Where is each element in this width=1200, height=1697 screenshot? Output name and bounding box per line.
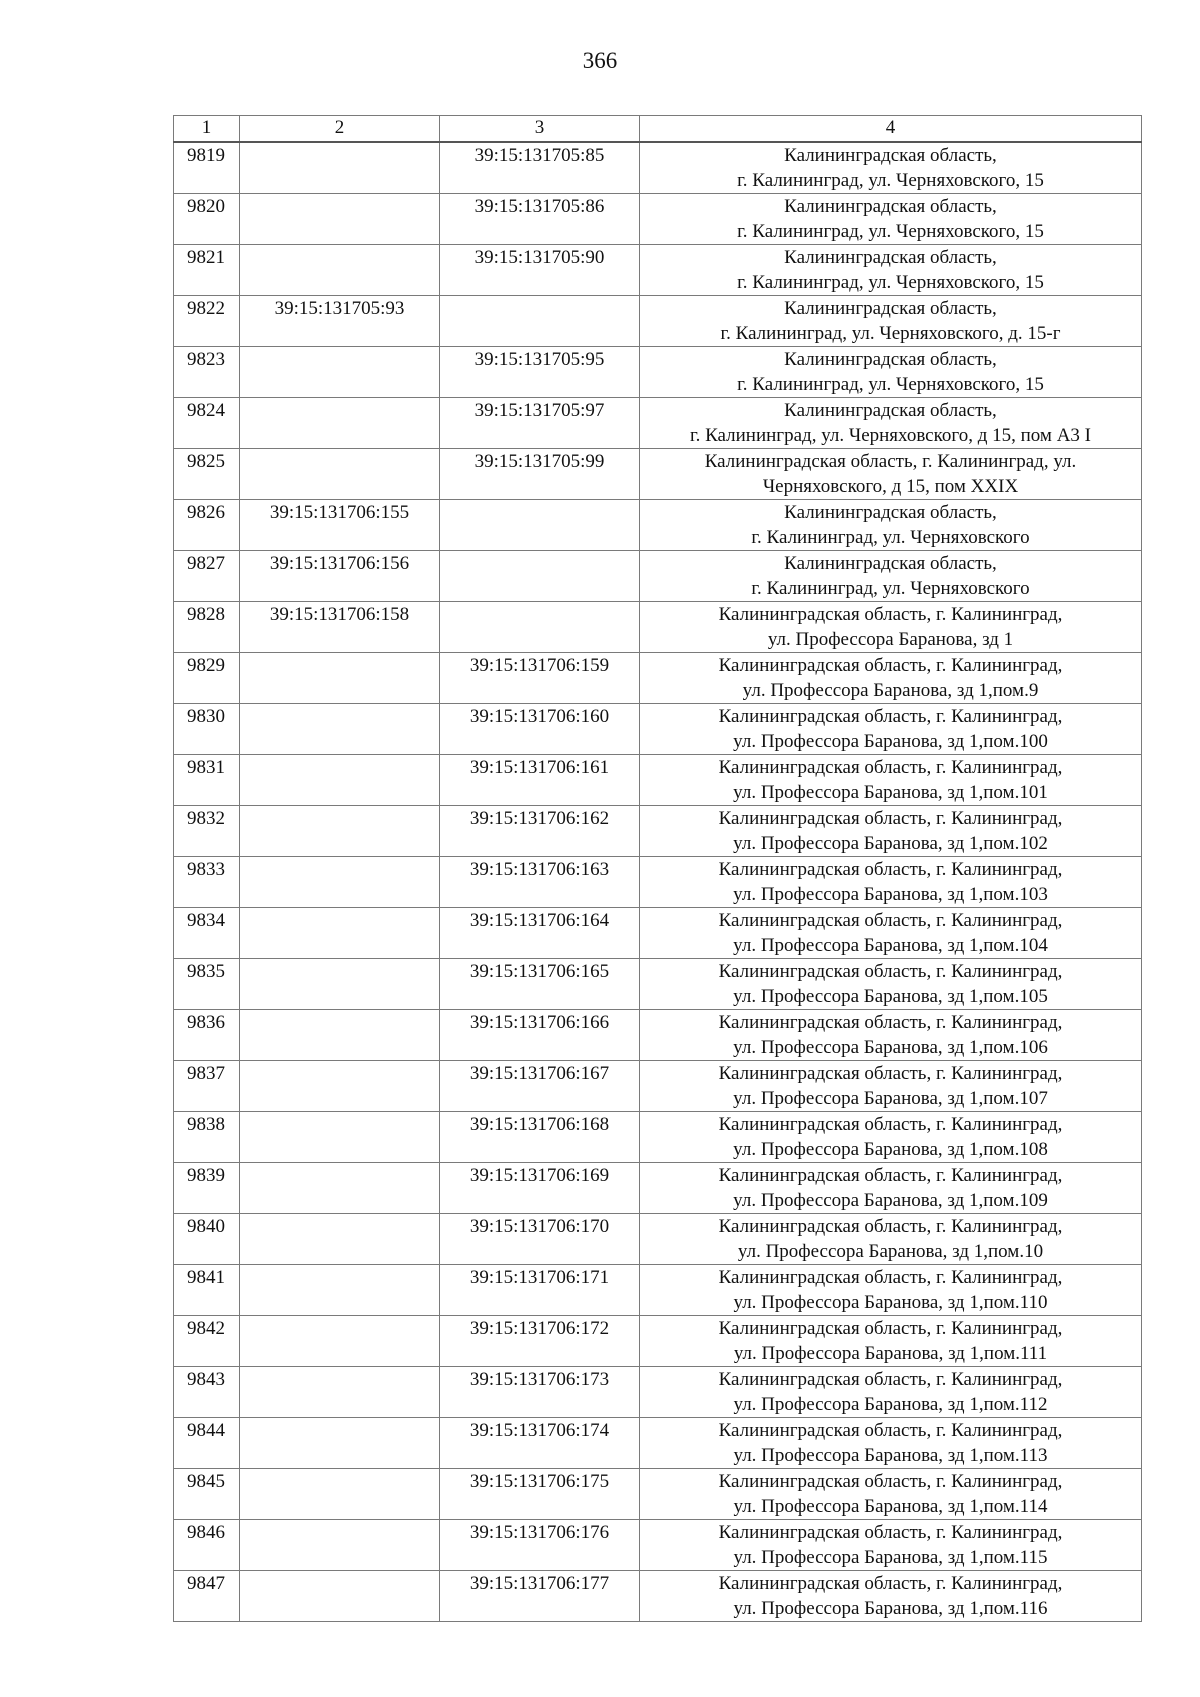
row-number-cell: 9834: [174, 908, 240, 959]
table-body: [174, 142, 1142, 1622]
address-line: ул. Профессора Баранова, зд 1,пом.106: [733, 1037, 1048, 1058]
address-line: г. Калининград, ул. Черняховского, 15: [737, 272, 1044, 293]
row-number-cell: 9835: [174, 959, 240, 1010]
address-line: г. Калининград, ул. Черняховского, д 15, пом А3 I: [689, 425, 1091, 446]
row-number-cell: 9842: [174, 1316, 240, 1367]
cadastral-number-cell: 39:15:131706:155: [240, 500, 440, 551]
row-number-cell: 9823: [174, 347, 240, 398]
address-line: Калининградская область, г. Калининград,: [718, 655, 1063, 676]
cadastral-number-cell: 39:15:131706:161: [440, 755, 640, 806]
row-number-cell: 9824: [174, 398, 240, 449]
page-number: 366: [582, 48, 618, 73]
table-row: [174, 857, 1142, 908]
table-row: [174, 1316, 1142, 1367]
table-row: [174, 142, 1142, 194]
table-row: [174, 1112, 1142, 1163]
row-number-cell: 9832: [174, 806, 240, 857]
address-line: Калининградская область, г. Калининград,: [718, 1063, 1063, 1084]
cadastral-number-cell: [240, 653, 440, 704]
column-header-2: 2: [240, 116, 440, 143]
address-line: ул. Профессора Баранова, зд 1,пом.102: [733, 833, 1048, 854]
address-line: ул. Профессора Баранова, зд 1,пом.103: [733, 884, 1048, 905]
address-cell: [640, 551, 1142, 602]
cadastral-number-cell: 39:15:131706:172: [440, 1316, 640, 1367]
address-line: Калининградская область, г. Калининград,: [718, 859, 1063, 880]
address-line: Калининградская область,: [784, 400, 997, 421]
row-number-cell: 9820: [174, 194, 240, 245]
address-line: г. Калининград, ул. Черняховского: [751, 578, 1030, 599]
table-row: [174, 1469, 1142, 1520]
address-line: Калининградская область, г. Калининград,: [718, 961, 1063, 982]
address-line: г. Калининград, ул. Черняховского: [751, 527, 1030, 548]
cadastral-number-cell: [240, 704, 440, 755]
address-cell: [640, 1367, 1142, 1418]
address-cell: [640, 704, 1142, 755]
address-line: Калининградская область, г. Калининград,: [718, 706, 1063, 727]
cadastral-number-cell: 39:15:131705:93: [240, 296, 440, 347]
address-cell: [640, 959, 1142, 1010]
address-line: Калининградская область,: [784, 298, 997, 319]
address-cell: [640, 1316, 1142, 1367]
cadastral-number-cell: [240, 1520, 440, 1571]
cadastral-number-cell: [440, 500, 640, 551]
address-line: ул. Профессора Баранова, зд 1,пом.111: [733, 1343, 1048, 1364]
address-line: Калининградская область, г. Калининград,: [718, 1318, 1063, 1339]
cadastral-number-cell: 39:15:131706:166: [440, 1010, 640, 1061]
row-number-cell: 9827: [174, 551, 240, 602]
address-line: ул. Профессора Баранова, зд 1,пом.110: [733, 1292, 1048, 1313]
cadastral-number-cell: 39:15:131706:175: [440, 1469, 640, 1520]
cadastral-number-cell: [240, 1316, 440, 1367]
table-row: [174, 449, 1142, 500]
cadastral-number-cell: [440, 296, 640, 347]
row-number-cell: 9831: [174, 755, 240, 806]
cadastral-number-cell: [240, 908, 440, 959]
row-number-cell: 9822: [174, 296, 240, 347]
cadastral-number-cell: [240, 959, 440, 1010]
address-line: Калининградская область,: [784, 196, 997, 217]
address-cell: [640, 908, 1142, 959]
row-number-cell: 9837: [174, 1061, 240, 1112]
address-cell: [640, 245, 1142, 296]
address-line: г. Калининград, ул. Черняховского, 15: [737, 374, 1044, 395]
table-row: [174, 1214, 1142, 1265]
table-header-row: [174, 116, 1142, 143]
address-line: г. Калининград, ул. Черняховского, д. 15-г: [720, 323, 1061, 344]
row-number-cell: 9819: [174, 142, 240, 194]
address-cell: [640, 1265, 1142, 1316]
address-line: ул. Профессора Баранова, зд 1,пом.113: [733, 1445, 1048, 1466]
address-line: ул. Профессора Баранова, зд 1,пом.10: [737, 1241, 1044, 1262]
cadastral-number-cell: 39:15:131705:90: [440, 245, 640, 296]
cadastral-number-cell: 39:15:131706:163: [440, 857, 640, 908]
address-cell: [640, 857, 1142, 908]
cadastral-number-cell: 39:15:131706:167: [440, 1061, 640, 1112]
row-number-cell: 9828: [174, 602, 240, 653]
table-row: [174, 1163, 1142, 1214]
row-number-cell: 9838: [174, 1112, 240, 1163]
cadastral-number-cell: 39:15:131706:174: [440, 1418, 640, 1469]
cadastral-number-cell: 39:15:131706:169: [440, 1163, 640, 1214]
table-row: [174, 806, 1142, 857]
cadastral-number-cell: [240, 449, 440, 500]
table-row: [174, 1061, 1142, 1112]
row-number-cell: 9841: [174, 1265, 240, 1316]
address-line: Калининградская область, г. Калининград,: [718, 808, 1063, 829]
table-row: [174, 1571, 1142, 1622]
row-number-cell: 9846: [174, 1520, 240, 1571]
row-number-cell: 9843: [174, 1367, 240, 1418]
table-row: [174, 704, 1142, 755]
table-row: [174, 551, 1142, 602]
address-line: Калининградская область, г. Калининград,: [718, 1369, 1063, 1390]
cadastral-number-cell: [240, 755, 440, 806]
cadastral-number-cell: [240, 1367, 440, 1418]
row-number-cell: 9840: [174, 1214, 240, 1265]
address-line: Калининградская область, г. Калининград,: [718, 1216, 1063, 1237]
cadastral-number-cell: 39:15:131705:95: [440, 347, 640, 398]
table-row: [174, 1010, 1142, 1061]
cadastral-number-cell: [240, 142, 440, 194]
row-number-cell: 9847: [174, 1571, 240, 1622]
address-line: ул. Профессора Баранова, зд 1,пом.109: [733, 1190, 1048, 1211]
cadastral-number-cell: 39:15:131706:159: [440, 653, 640, 704]
address-line: ул. Профессора Баранова, зд 1,пом.112: [733, 1394, 1048, 1415]
address-line: ул. Профессора Баранова, зд 1,пом.9: [742, 680, 1039, 701]
cadastral-number-cell: 39:15:131706:176: [440, 1520, 640, 1571]
address-line: Калининградская область, г. Калининград,: [718, 757, 1063, 778]
row-number-cell: 9826: [174, 500, 240, 551]
cadastral-number-cell: [240, 245, 440, 296]
cadastral-number-cell: [240, 1010, 440, 1061]
address-line: г. Калининград, ул. Черняховского, 15: [737, 170, 1044, 191]
address-cell: [640, 806, 1142, 857]
address-cell: [640, 1112, 1142, 1163]
cadastral-number-cell: [240, 806, 440, 857]
address-cell: [640, 1010, 1142, 1061]
cadastral-number-cell: [240, 1214, 440, 1265]
address-cell: [640, 500, 1142, 551]
address-line: Калининградская область,: [784, 247, 997, 268]
cadastral-number-cell: [440, 551, 640, 602]
table-row: [174, 1520, 1142, 1571]
address-cell: [640, 398, 1142, 449]
cadastral-number-cell: [240, 1571, 440, 1622]
address-line: Калининградская область, г. Калининград,: [718, 1012, 1063, 1033]
address-line: Калининградская область, г. Калининград, ул.: [704, 451, 1077, 472]
cadastral-number-cell: [240, 398, 440, 449]
cadastral-number-cell: 39:15:131705:99: [440, 449, 640, 500]
table-row: [174, 500, 1142, 551]
address-cell: [640, 142, 1142, 194]
address-line: Калининградская область, г. Калининград,: [718, 1420, 1063, 1441]
column-header-3: 3: [440, 116, 640, 143]
row-number-cell: 9821: [174, 245, 240, 296]
cadastral-number-cell: 39:15:131706:158: [240, 602, 440, 653]
address-cell: [640, 755, 1142, 806]
cadastral-number-cell: [240, 1061, 440, 1112]
address-line: Калининградская область,: [784, 553, 997, 574]
address-line: ул. Профессора Баранова, зд 1,пом.105: [733, 986, 1048, 1007]
address-cell: [640, 1061, 1142, 1112]
cadastral-number-cell: 39:15:131706:177: [440, 1571, 640, 1622]
address-line: Калининградская область, г. Калининград,: [718, 604, 1063, 625]
cadastral-number-cell: 39:15:131706:160: [440, 704, 640, 755]
address-line: ул. Профессора Баранова, зд 1,пом.107: [733, 1088, 1048, 1109]
table-row: [174, 398, 1142, 449]
row-number-cell: 9833: [174, 857, 240, 908]
address-line: Калининградская область, г. Калининград,: [718, 910, 1063, 931]
table-row: [174, 194, 1142, 245]
address-line: г. Калининград, ул. Черняховского, 15: [737, 221, 1044, 242]
address-cell: [640, 347, 1142, 398]
cadastral-number-cell: 39:15:131705:97: [440, 398, 640, 449]
column-header-4: 4: [640, 116, 1142, 143]
address-line: Калининградская область,: [784, 502, 997, 523]
address-line: ул. Профессора Баранова, зд 1,пом.100: [733, 731, 1048, 752]
address-cell: [640, 1571, 1142, 1622]
address-line: Калининградская область, г. Калининград,: [718, 1267, 1063, 1288]
table-row: [174, 602, 1142, 653]
cadastral-number-cell: [240, 857, 440, 908]
address-line: Калининградская область, г. Калининград,: [718, 1114, 1063, 1135]
address-line: ул. Профессора Баранова, зд 1,пом.115: [733, 1547, 1048, 1568]
table-row: [174, 347, 1142, 398]
cadastral-number-cell: 39:15:131705:85: [440, 142, 640, 194]
cadastral-number-cell: 39:15:131706:168: [440, 1112, 640, 1163]
cadastral-number-cell: [240, 1418, 440, 1469]
address-line: Калининградская область, г. Калининград,: [718, 1471, 1063, 1492]
address-line: Калининградская область, г. Калининград,: [718, 1165, 1063, 1186]
cadastral-number-cell: 39:15:131706:162: [440, 806, 640, 857]
address-cell: [640, 1469, 1142, 1520]
cadastral-number-cell: 39:15:131706:156: [240, 551, 440, 602]
table-row: [174, 1367, 1142, 1418]
address-line: Калининградская область, г. Калининград,: [718, 1522, 1063, 1543]
row-number-cell: 9845: [174, 1469, 240, 1520]
table-row: [174, 908, 1142, 959]
table-row: [174, 245, 1142, 296]
address-line: ул. Профессора Баранова, зд 1,пом.101: [733, 782, 1048, 803]
table-row: [174, 1418, 1142, 1469]
cadastral-number-cell: [240, 347, 440, 398]
address-cell: [640, 1418, 1142, 1469]
cadastral-number-cell: [440, 602, 640, 653]
cadastral-number-cell: 39:15:131706:173: [440, 1367, 640, 1418]
address-line: Черняховского, д 15, пом XXIX: [762, 476, 1019, 497]
cadastral-registry-table: [173, 115, 1142, 1622]
cadastral-number-cell: [240, 1469, 440, 1520]
cadastral-number-cell: [240, 1112, 440, 1163]
row-number-cell: 9829: [174, 653, 240, 704]
address-cell: [640, 1163, 1142, 1214]
address-cell: [640, 1520, 1142, 1571]
cadastral-number-cell: 39:15:131705:86: [440, 194, 640, 245]
address-cell: [640, 194, 1142, 245]
address-line: ул. Профессора Баранова, зд 1,пом.114: [733, 1496, 1048, 1517]
address-line: ул. Профессора Баранова, зд 1: [767, 629, 1014, 650]
row-number-cell: 9825: [174, 449, 240, 500]
address-line: ул. Профессора Баранова, зд 1,пом.116: [733, 1598, 1048, 1619]
row-number-cell: 9830: [174, 704, 240, 755]
cadastral-number-cell: 39:15:131706:164: [440, 908, 640, 959]
cadastral-number-cell: [240, 1163, 440, 1214]
table-row: [174, 1265, 1142, 1316]
row-number-cell: 9839: [174, 1163, 240, 1214]
table-row: [174, 959, 1142, 1010]
table-row: [174, 653, 1142, 704]
column-header-1: 1: [174, 116, 240, 143]
address-line: ул. Профессора Баранова, зд 1,пом.104: [733, 935, 1048, 956]
address-cell: [640, 1214, 1142, 1265]
cadastral-number-cell: [240, 194, 440, 245]
table-row: [174, 296, 1142, 347]
row-number-cell: 9844: [174, 1418, 240, 1469]
address-cell: [640, 296, 1142, 347]
address-cell: [640, 449, 1142, 500]
address-cell: [640, 653, 1142, 704]
address-line: Калининградская область,: [784, 145, 997, 166]
address-line: ул. Профессора Баранова, зд 1,пом.108: [733, 1139, 1048, 1160]
address-line: Калининградская область,: [784, 349, 997, 370]
table-row: [174, 755, 1142, 806]
address-line: Калининградская область, г. Калининград,: [718, 1573, 1063, 1594]
cadastral-number-cell: [240, 1265, 440, 1316]
address-cell: [640, 602, 1142, 653]
cadastral-number-cell: 39:15:131706:170: [440, 1214, 640, 1265]
cadastral-number-cell: 39:15:131706:171: [440, 1265, 640, 1316]
row-number-cell: 9836: [174, 1010, 240, 1061]
cadastral-number-cell: 39:15:131706:165: [440, 959, 640, 1010]
